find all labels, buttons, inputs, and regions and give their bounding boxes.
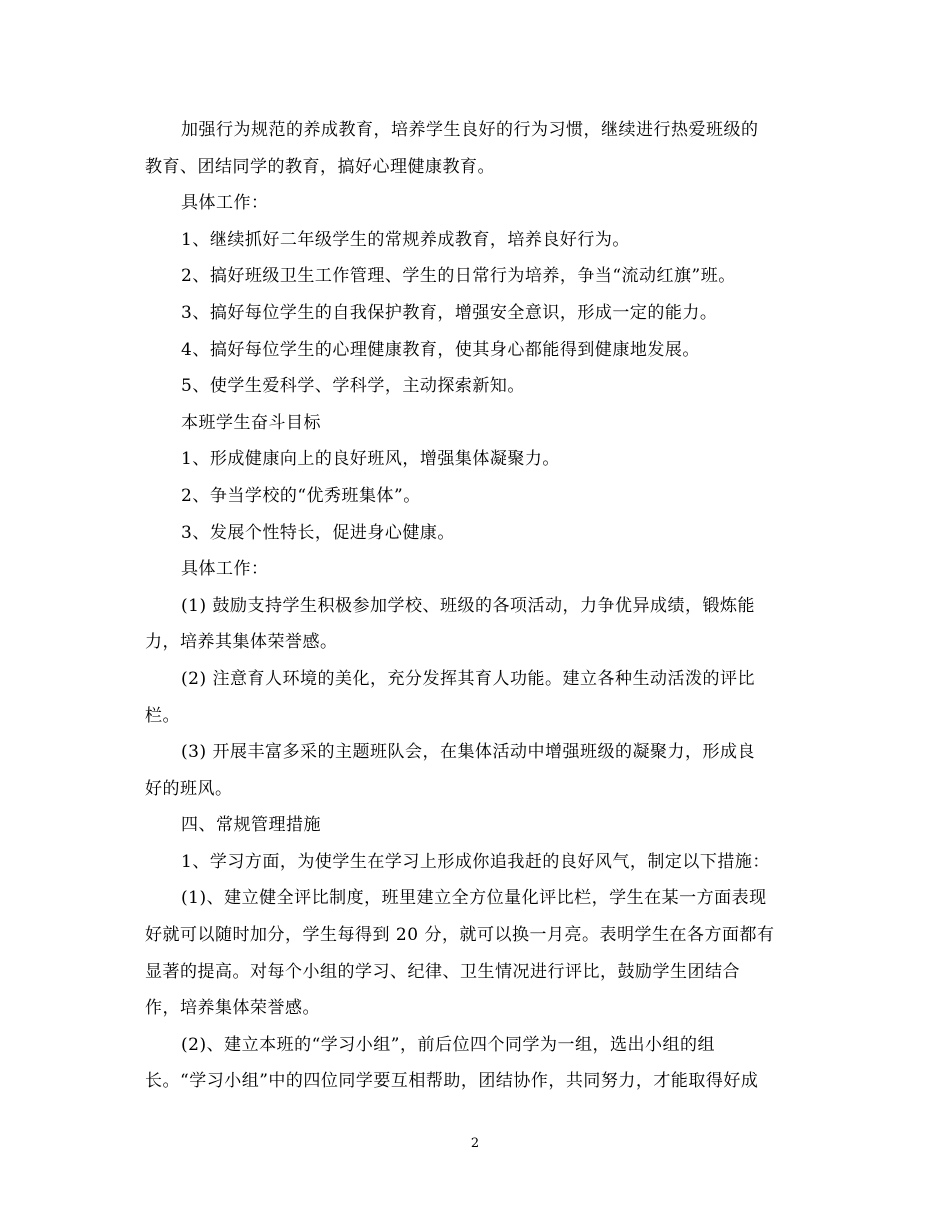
text-line: 作，培养集体荣誉感。 (145, 998, 320, 1019)
list-item: 1、学习方面，为使学生在学习上形成你追我赶的良好风气，制定以下措施： (181, 851, 770, 872)
list-item: (3) 开展丰富多采的主题班队会，在集体活动中增强班级的凝聚力，形成良 (181, 742, 755, 763)
list-item: (1) 鼓励支持学生积极参加学校、班级的各项活动，力争优异成绩，锻炼能 (181, 595, 755, 616)
list-item: 5、使学生爱科学、学科学，主动探索新知。 (181, 376, 525, 397)
text-line: 栏。 (145, 705, 180, 726)
list-item: 1、形成健康向上的良好班风，增强集体凝聚力。 (181, 449, 560, 470)
text-line: 教育、团结同学的教育，搞好心理健康教育。 (145, 156, 495, 177)
list-item: 2、搞好班级卫生工作管理、学生的日常行为培养，争当“流动红旗”班。 (181, 266, 736, 287)
text-line: 加强行为规范的养成教育，培养学生良好的行为习惯，继续进行热爱班级的 (181, 120, 759, 140)
document-body (145, 112, 805, 1100)
section-heading: 本班学生奋斗目标 (181, 412, 321, 433)
section-heading: 具体工作： (181, 559, 269, 580)
list-item: 3、搞好每位学生的自我保护教育，增强安全意识，形成一定的能力。 (181, 302, 718, 323)
list-item: 4、搞好每位学生的心理健康教育，使其身心都能得到健康地发展。 (181, 339, 700, 360)
page-number: 2 (470, 1136, 480, 1151)
text-line: 力，培养其集体荣誉感。 (145, 632, 338, 653)
list-item: 2、争当学校的“优秀班集体”。 (181, 485, 421, 506)
text-line: 长。“学习小组”中的四位同学要互相帮助，团结协作，共同努力，才能取得好成 (145, 1071, 759, 1092)
text-line: 好就可以随时加分，学生每得到 20 分，就可以换一月亮。表明学生在各方面都有 (145, 925, 775, 946)
list-item: 3、发展个性特长，促进身心健康。 (181, 522, 455, 543)
list-item: (2)、建立本班的“学习小组”，前后位四个同学为一组，选出小组的组 (181, 1034, 715, 1055)
list-item: 1、继续抓好二年级学生的常规养成教育，培养良好行为。 (181, 229, 630, 250)
list-item: (2) 注意育人环境的美化，充分发挥其育人功能。建立各种生动活泼的评比 (181, 668, 755, 689)
section-heading: 具体工作： (181, 193, 269, 214)
list-item: (1)、建立健全评比制度，班里建立全方位量化评比栏，学生在某一方面表现 (181, 888, 767, 909)
text-line: 好的班风。 (145, 778, 233, 799)
text-line: 显著的提高。对每个小组的学习、纪律、卫生情况进行评比，鼓励学生团结合 (145, 961, 740, 982)
section-heading: 四、常规管理措施 (181, 815, 321, 836)
